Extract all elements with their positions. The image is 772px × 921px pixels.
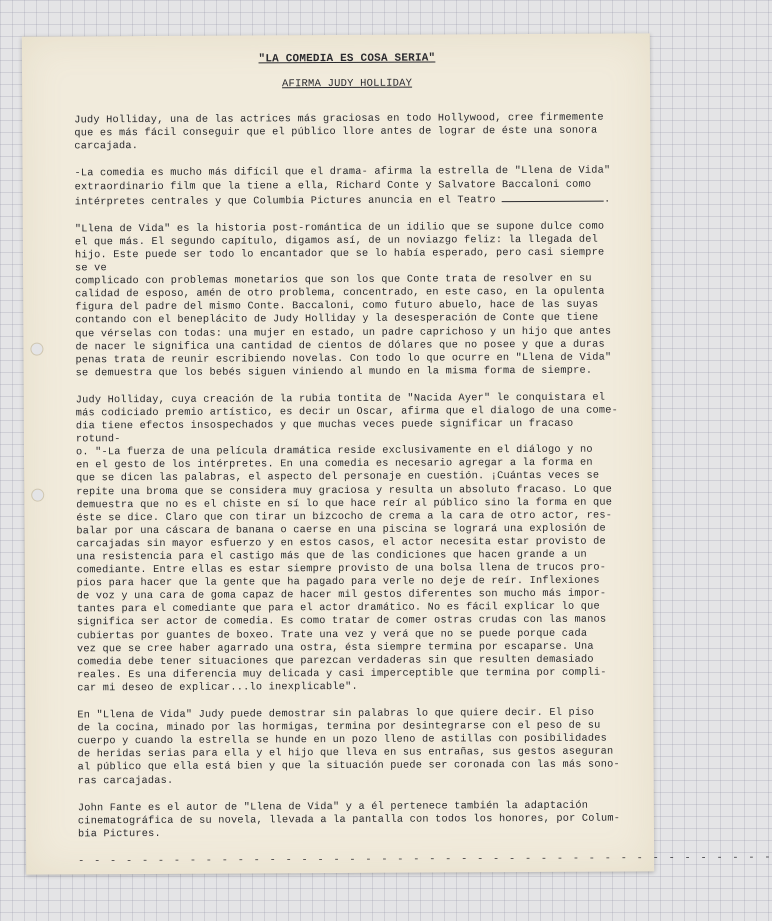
paragraph: Judy Holliday, una de las actrices más graciosas en todo Hollywood, cree firmemente que es más fácil conseguir que el público llore antes de lograr de éste una sonora carcajada. [74, 111, 604, 153]
punch-hole [30, 343, 43, 356]
typewritten-page [22, 33, 772, 874]
document-title: "LA COMEDIA ES COSA SERIA" [258, 52, 436, 66]
paragraph: John Fante es el autor de "Llena de Vida" y a él pertenece también la adaptación cinematográfica de su novela, llevada a la pantalla con todos los honores, por Colum- bia Pictures. [77, 799, 621, 841]
punch-hole [31, 489, 44, 502]
document-subtitle: AFIRMA JUDY HOLLIDAY [282, 77, 413, 91]
paragraph-with-blank: -La comedia es mucho más difícil que el drama- afirma la estrella de "Llena de Vida" extraordinario film que la tiene a ella, Richard Conte y Salvatore Baccaloni como intérpretes centrales y que Columbia Pictures anuncia en el Teatro . [74, 165, 611, 209]
paragraph-text: -La comedia es mucho más difícil que el drama- afirma la estrella de "Llena de Vida" extraordinario film que la tiene a ella, Richard Conte y Salvatore Baccaloni como intérpretes centrales y que Columbia Pictures anuncia en el Teatro [74, 165, 611, 209]
paragraph: En "Llena de Vida" Judy puede demostrar sin palabras lo que quiere decir. El piso de la cocina, minado por las hormigas, termina por desintegrarse con el peso de su cuerpo y cuando la estrella se hunde en un pozo lleno de astillas con posibilidades de heridas serias para ella y el hijo que lleva en sus entrañas, sus gestos aseguran al público que ella está bien y que la situación puede ser coronada con las más sono- ras carcajadas. [77, 706, 620, 787]
paragraph: "Llena de Vida" es la historia post-romántica de un idilio que se supone dulce como el que más. El segundo capítulo, digamos así, de un noviazgo feliz: la llegada del hijo. Este puede ser todo lo encantador que se lo había esperado, pero casi siempre se ve complicado con problemas monetarios que son los que Conte trata de resolver en su calidad de esposo, amén de otro problema, concentrado, en este caso, en la opulenta figura del padre del mismo Conte. Baccaloni, como futuro abuelo, hace de las suyas contando con el beneplácito de Judy Holliday y la desesperación de Conte que tiene que vérselas con todas: una mujer en estado, un padre caprichoso y un hijo que antes de nacer le significa una cantidad de cientos de dólares que no posee y que a duras penas trata de reunir escribiendo novelas. Con todo lo que ocurre en "Llena de Vida" se demuestra que los bebés siguen viniendo al mundo en la misma forma de siempre. [74, 220, 612, 380]
fill-in-blank [502, 191, 604, 202]
paragraph: Judy Holliday, cuya creación de la rubia tontita de "Nacida Ayer" le conquistara el más codiciado premio artístico, es decir un Oscar, afirma que el dialogo de una come- dia tiene efectos insospechados y que muchas veces puede significar un fracaso rotund- o. "-La fuerza de una película dramática reside exclusivamente en el diálogo y no en el gesto de los intérpretes. En una comedia es necesario agregar a la forma en que se dicen las palabras, el aspecto del personaje en cuestión. ¡Cuántas veces se repite una broma que se considera muy graciosa y resulta un absoluto fracaso. Lo que demuestra que no es el chiste en sí lo que hace reír al público sino la forma en que éste se dice. Claro que con tirar un bizcocho de crema a la cara de otro actor, res- balar por una cáscara de banana o caerse en una piscina se logrará una explosión de carcajadas sin mayor esfuerzo y en estos casos, el actor necesita estar provisto de una resistencia para el castigo más que de las condiciones que hacen grande a un comediante. Entre ellas es estar siempre provisto de una bolsa llena de trucos pro- pios para hacer que la gente que ha pagado para verle no deje de reír. Inflexiones de voz y una cara de goma capaz de hacer mil gestos diferentes son mucho más impor- tantes para el comediante que para el actor dramático. No es fácil explicar lo que significa ser actor de comedia. Es como tratar de comer ostras crudas con las manos cubiertas por guantes de boxeo. Trate una vez y verá que no se puede porque cada vez que se cree haber agarrado una ostra, ésta siempre termina por escaparse. Una comedia debe tener situaciones que parezcan verdaderas sin que resulten demasiado reales. Es una diferencia muy delicada y casi imperceptible que termina por compli- car mi deseo de explicar...lo inexplicable". [75, 391, 619, 695]
document-body [74, 52, 772, 869]
closing-dashed-rule: - - - - - - - - - - - - - - - - - - - - - - - - - - - - - - - - - - - - - - - - - - - - [78, 851, 772, 868]
